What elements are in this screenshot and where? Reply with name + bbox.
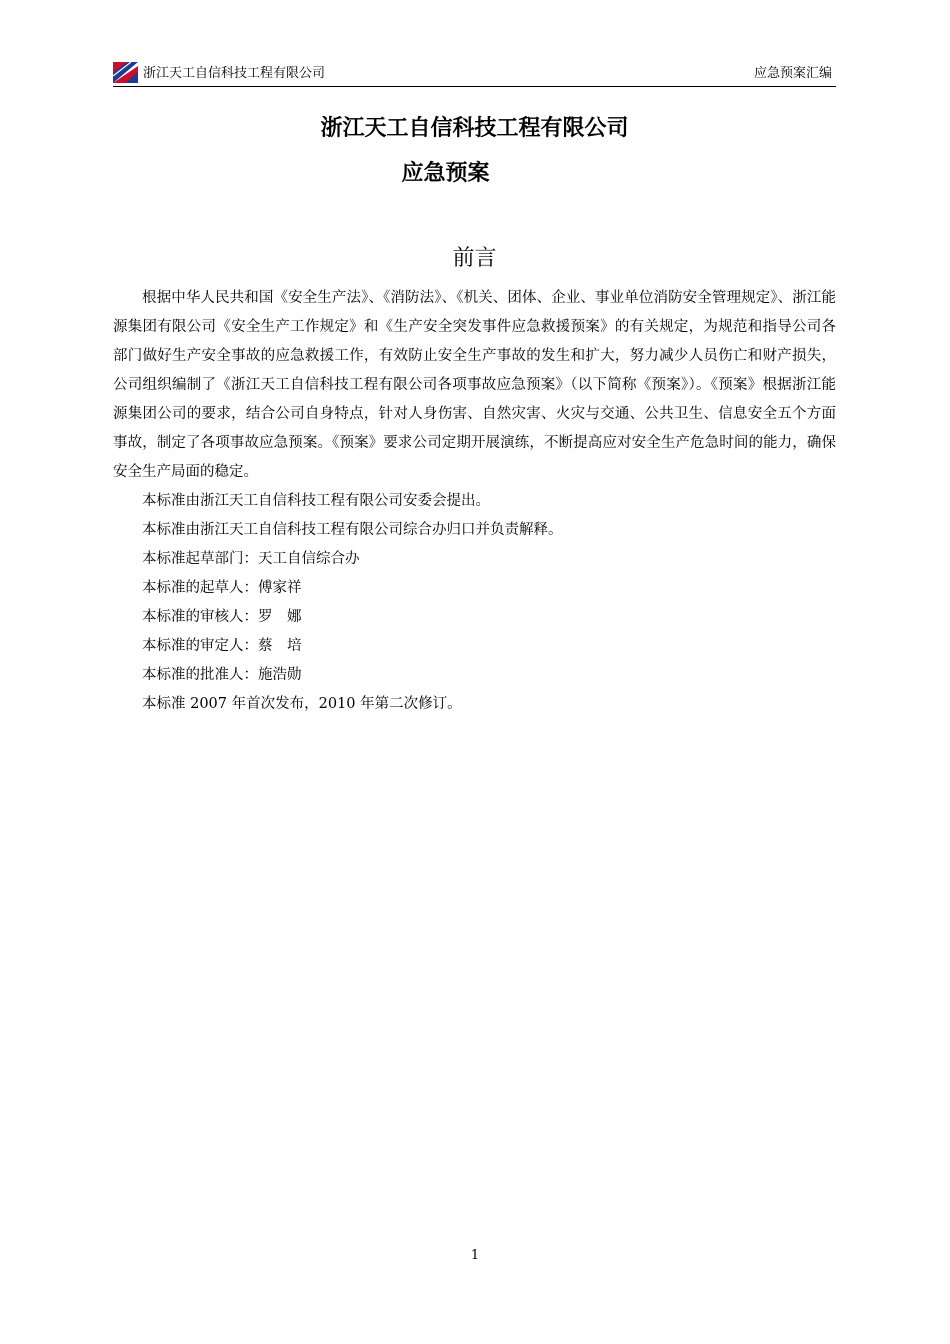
interpretation-line: 本标准由浙江天工自信科技工程有限公司综合办归口并负责解释。 [142,522,563,538]
drafter-line: 本标准的起草人：傅家祥 [142,580,302,596]
release-history-line: 本标准 2007 年首次发布，2010 年第二次修订。 [142,696,462,712]
preface-body [113,284,836,719]
drafting-department-line: 本标准起草部门：天工自信综合办 [142,551,360,567]
preface-paragraph: 根据中华人民共和国《安全生产法》、《消防法》、《机关、团体、企业、事业单位消防安全管理规定》、浙江能源集团有限公司《安全生产工作规定》和《生产安全突发事件应急救援预案》的有关规定，为规范和指导公司各部门做好生产安全事故的应急救援工作，有效防止安全生产事故的发生和扩大，努力减少人员伤亡和财产损失，公司组织编制了《浙江天工自信科技工程有限公司各项事故应急预案》（以下简称《预案》）。《预案》根据浙江能源集团公司的要求，结合公司自身特点，针对人身伤害、自然灾害、火灾与交通、公共卫生、信息安全五个方面事故，制定了各项事故应急预案。《预案》要求公司定期开展演练，不断提高应对安全生产危急时间的能力，确保安全生产局面的稳定。 [113,290,836,480]
approver-line: 本标准的批准人：施浩勋 [142,667,302,683]
document-title: 浙江天工自信科技工程有限公司 [320,116,629,141]
examiner-line: 本标准的审定人：蔡 培 [142,638,302,654]
reviewer-line: 本标准的审核人：罗 娜 [142,609,302,625]
preface-heading: 前言 [452,246,497,271]
header-document-label: 应急预案汇编 [753,66,832,81]
document-subtitle: 应急预案 [401,161,490,186]
company-logo-icon [113,62,138,83]
page-header [113,62,836,87]
proposer-line: 本标准由浙江天工自信科技工程有限公司安委会提出。 [142,493,490,509]
page-number: 1 [470,1248,480,1263]
header-company-name: 浙江天工自信科技工程有限公司 [143,66,326,81]
